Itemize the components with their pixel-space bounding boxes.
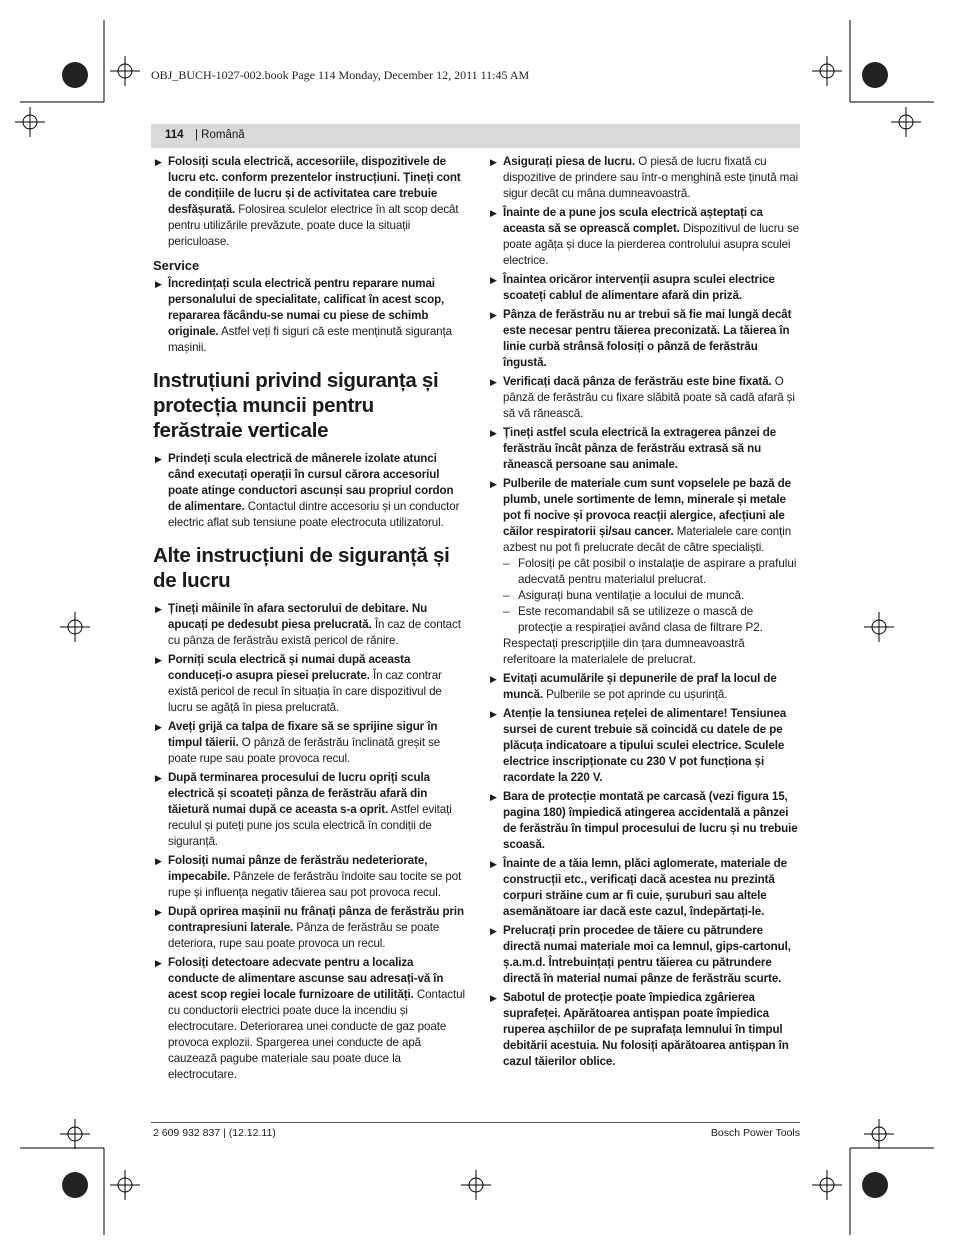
bullet-arrow-icon: ▶	[490, 377, 497, 387]
page-number: 114	[165, 129, 184, 141]
footer-doc-number: 2 609 932 837 | (12.12.11)	[153, 1127, 276, 1139]
footer-brand: Bosch Power Tools	[710, 1127, 800, 1139]
list-item: ▶ Porniți scula electrică și numai după aceasta conduceți-o asupra piesei prelucrate. În caz contrar există pericol de recul în situația în care dispozitivul de lucru se agăță în piesa prelucrată.	[155, 653, 442, 714]
bullet-arrow-icon: ▶	[155, 958, 162, 968]
bullet-arrow-icon: ▶	[490, 157, 497, 167]
dash-item: – Asigurați buna ventilație a locului de muncă.	[503, 589, 745, 602]
bullet-arrow-icon: ▶	[490, 310, 497, 320]
list-item: ▶ Bara de protecție montată pe carcasă (vezi figura 15, pagina 180) împiedică atingerea accidentală a pânzei de ferăstrău în timpul procesului de lucru și nu trebuie scoasă.	[490, 790, 798, 851]
list-item: ▶ După oprirea mașinii nu frânați pânza de ferăstrău prin contrapresiuni laterale. Pânza de ferăstrău se poate deteriora, rupe sau poate provoca un recul.	[155, 905, 465, 950]
dash-item: – Folosiți pe cât posibil o instalație de aspirare a prafului adecvată pentru materialul prelucrat.	[503, 557, 797, 586]
bullet-arrow-icon: ▶	[155, 279, 162, 289]
bullet-arrow-icon: ▶	[155, 907, 162, 917]
bullet-arrow-icon: ▶	[155, 655, 162, 665]
bullet-arrow-icon: ▶	[155, 773, 162, 783]
bullet-arrow-icon: ▶	[490, 428, 497, 438]
page-header	[151, 124, 800, 148]
list-item: ▶ Verificați dacă pânza de ferăstrău este bine fixată. O pânză de ferăstrău cu fixare slăbită poate să cadă afară și să vă rănească.	[490, 375, 795, 420]
bullet-arrow-icon: ▶	[490, 275, 497, 285]
section-heading: Alte instrucțiuni de siguranță și de lucru	[153, 544, 450, 592]
right-column	[488, 154, 800, 1073]
bullet-arrow-icon: ▶	[155, 604, 162, 614]
list-item: ▶ Înainte de a pune jos scula electrică așteptați ca aceasta să se oprească complet. Dispozitivul de lucru se poate agăța și duce la pierderea controlului asupra sculei electrice.	[490, 206, 800, 267]
bullet-arrow-icon: ▶	[490, 479, 497, 489]
list-item: ▶ Înaintea oricăror intervenții asupra sculei electrice scoateți cablul de alimentare afară din priză.	[490, 273, 775, 302]
bullet-arrow-icon: ▶	[490, 792, 497, 802]
list-item: ▶ Țineți mâinile în afara sectorului de debitare. Nu apucați pe dedesubt piesa prelucrată. În caz de contact cu pânza de ferăstrău există pericol de rănire.	[155, 602, 461, 647]
dash-item: – Este recomandabil să se utilizeze o mască de protecție a respirației având clasa de filtrare P2.	[503, 605, 763, 634]
left-column	[153, 154, 465, 1086]
bullet-arrow-icon: ▶	[490, 208, 497, 218]
list-item: ▶ Prindeți scula electrică de mânerele izolate atunci când executați operații în cursul cărora accesoriul poate atinge conductori ascunși sau propriul cordon de alimentare. Contactul dintre accesoriu și un conductor electric aflat sub tensiune poate electrocuta utilizatorul.	[155, 452, 460, 529]
list-item: ▶ Înainte de a tăia lemn, plăci aglomerate, materiale de construcții etc., verificați dacă acestea nu prezintă corpuri străine cum ar fi cuie, șuruburi sau altele asemănătoare iar dacă este cazul, îndepărtați-le.	[490, 857, 787, 918]
bullet-arrow-icon: ▶	[155, 722, 162, 732]
bullet-arrow-icon: ▶	[490, 859, 497, 869]
dash-note: Respectați prescripțiile din țara dumneavoastră referitoare la materialele de prelucrat.	[503, 637, 745, 666]
list-item: ▶ Evitați acumulările și depunerile de praf la locul de muncă. Pulberile se pot aprinde cu ușurință.	[490, 672, 777, 701]
list-item: ▶ Pulberile de materiale cum sunt vopselele pe bază de plumb, unele sortimente de lemn, minerale și metale pot fi nocive și provoca reacții alergice, afecțiuni ale căilor respiratorii și/sau cancer. Materialele care conțin azbest nu pot fi prelucrate decât de către specialiști.	[490, 477, 792, 554]
footer-rule	[151, 1122, 800, 1123]
language-label: | Română	[195, 129, 245, 141]
bullet-arrow-icon: ▶	[155, 856, 162, 866]
bullet-arrow-icon: ▶	[155, 454, 162, 464]
list-item: ▶ Folosiți detectoare adecvate pentru a localiza conducte de alimentare ascunse sau adresați-vă în acest scop regiei locale furnizoare de utilități. Contactul cu conductorii electrici poate duce la incendiu și electrocutare. Deteriorarea unei conducte de gaz poate provoca explozii. Spargerea unei conducte de apă cauzează pagube materiale sau poate duce la electrocutare.	[155, 956, 465, 1081]
print-slug: OBJ_BUCH-1027-002.book Page 114 Monday, December 12, 2011 11:45 AM	[151, 68, 530, 82]
list-item: ▶ După terminarea procesului de lucru opriți scula electrică și scoateți pânza de ferăstrău afară din tăietură numai după ce aceasta s-a oprit. Astfel evitați reculul și puteți pune jos scula electrică în condiții de siguranță.	[155, 771, 452, 848]
bullet-arrow-icon: ▶	[490, 709, 497, 719]
list-item: ▶ Folosiți scula electrică, accesoriile, dispozitivele de lucru etc. conform prezentelor instrucțiuni. Țineți cont de condițiile de lucru și de activitatea care trebuie desfășurată. Folosirea sculelor electrice în alt scop decât pentru utilizările prevăzute, poate duce la situații periculoase.	[155, 155, 461, 248]
bullet-arrow-icon: ▶	[490, 993, 497, 1003]
list-item: ▶ Folosiți numai pânze de ferăstrău nedeteriorate, impecabile. Pânzele de ferăstrău îndoite sau tocite se pot rupe și influența negativ tăierea sau pot provoca recul.	[155, 854, 462, 899]
list-item: ▶ Prelucrați prin procedee de tăiere cu pătrundere directă numai materiale moi ca lemnul, gips-cartonul, ș.a.m.d. Întrebuințați pentru tăierea cu pătrundere directă în material numai pânze de ferăstrău scurte.	[490, 924, 791, 985]
section-heading: Instruțiuni privind siguranța și protecția muncii pentru ferăstraie verticale	[153, 369, 439, 442]
list-item: ▶ Aveți grijă ca talpa de fixare să se sprijine sigur în timpul tăierii. O pânză de ferăstrău înclinată greșit se poate rupe sau poate provoca recul.	[155, 720, 441, 765]
section-heading-service: Service	[153, 258, 200, 273]
bullet-arrow-icon: ▶	[490, 926, 497, 936]
list-item: ▶ Atenție la tensiunea rețelei de alimentare! Tensiunea sursei de curent trebuie să coincidă cu datele de pe plăcuța indicatoare a tipului sculei electrice. Sculele electrice inscripționate cu 230 V pot funcționa și racordate la 220 V.	[490, 707, 787, 784]
bullet-arrow-icon: ▶	[490, 674, 497, 684]
list-item: ▶ Încredințați scula electrică pentru reparare numai personalului de specialitate, calificat în acest scop, repararea făcându-se numai cu piese de schimb originale. Astfel veți fi siguri că este menținută siguranța mașinii.	[155, 277, 452, 354]
list-item: ▶ Țineți astfel scula electrică la extragerea pânzei de ferăstrău încât pânza de ferăstrău extrasă să nu rănească persoane sau animale.	[490, 426, 777, 471]
bullet-arrow-icon: ▶	[155, 157, 162, 167]
list-item: ▶ Sabotul de protecție poate împiedica zgârierea suprafeței. Apărătoarea antișpan poate împiedica ruperea așchiilor de pe suprafața lemnului în timpul debitării acestuia. Nu folosiți apărătoarea antișpan în cazul tăierilor oblice.	[490, 991, 789, 1068]
list-item: ▶ Asigurați piesa de lucru. O piesă de lucru fixată cu dispozitive de prindere sau într-o menghină este ținută mai sigur decât cu mâna dumneavoastră.	[490, 155, 799, 200]
list-item: ▶ Pânza de ferăstrău nu ar trebui să fie mai lungă decât este necesar pentru tăierea preconizată. La tăierea în linie curbă strânsă folosiți o pânză de ferăstrău îngustă.	[490, 308, 792, 369]
